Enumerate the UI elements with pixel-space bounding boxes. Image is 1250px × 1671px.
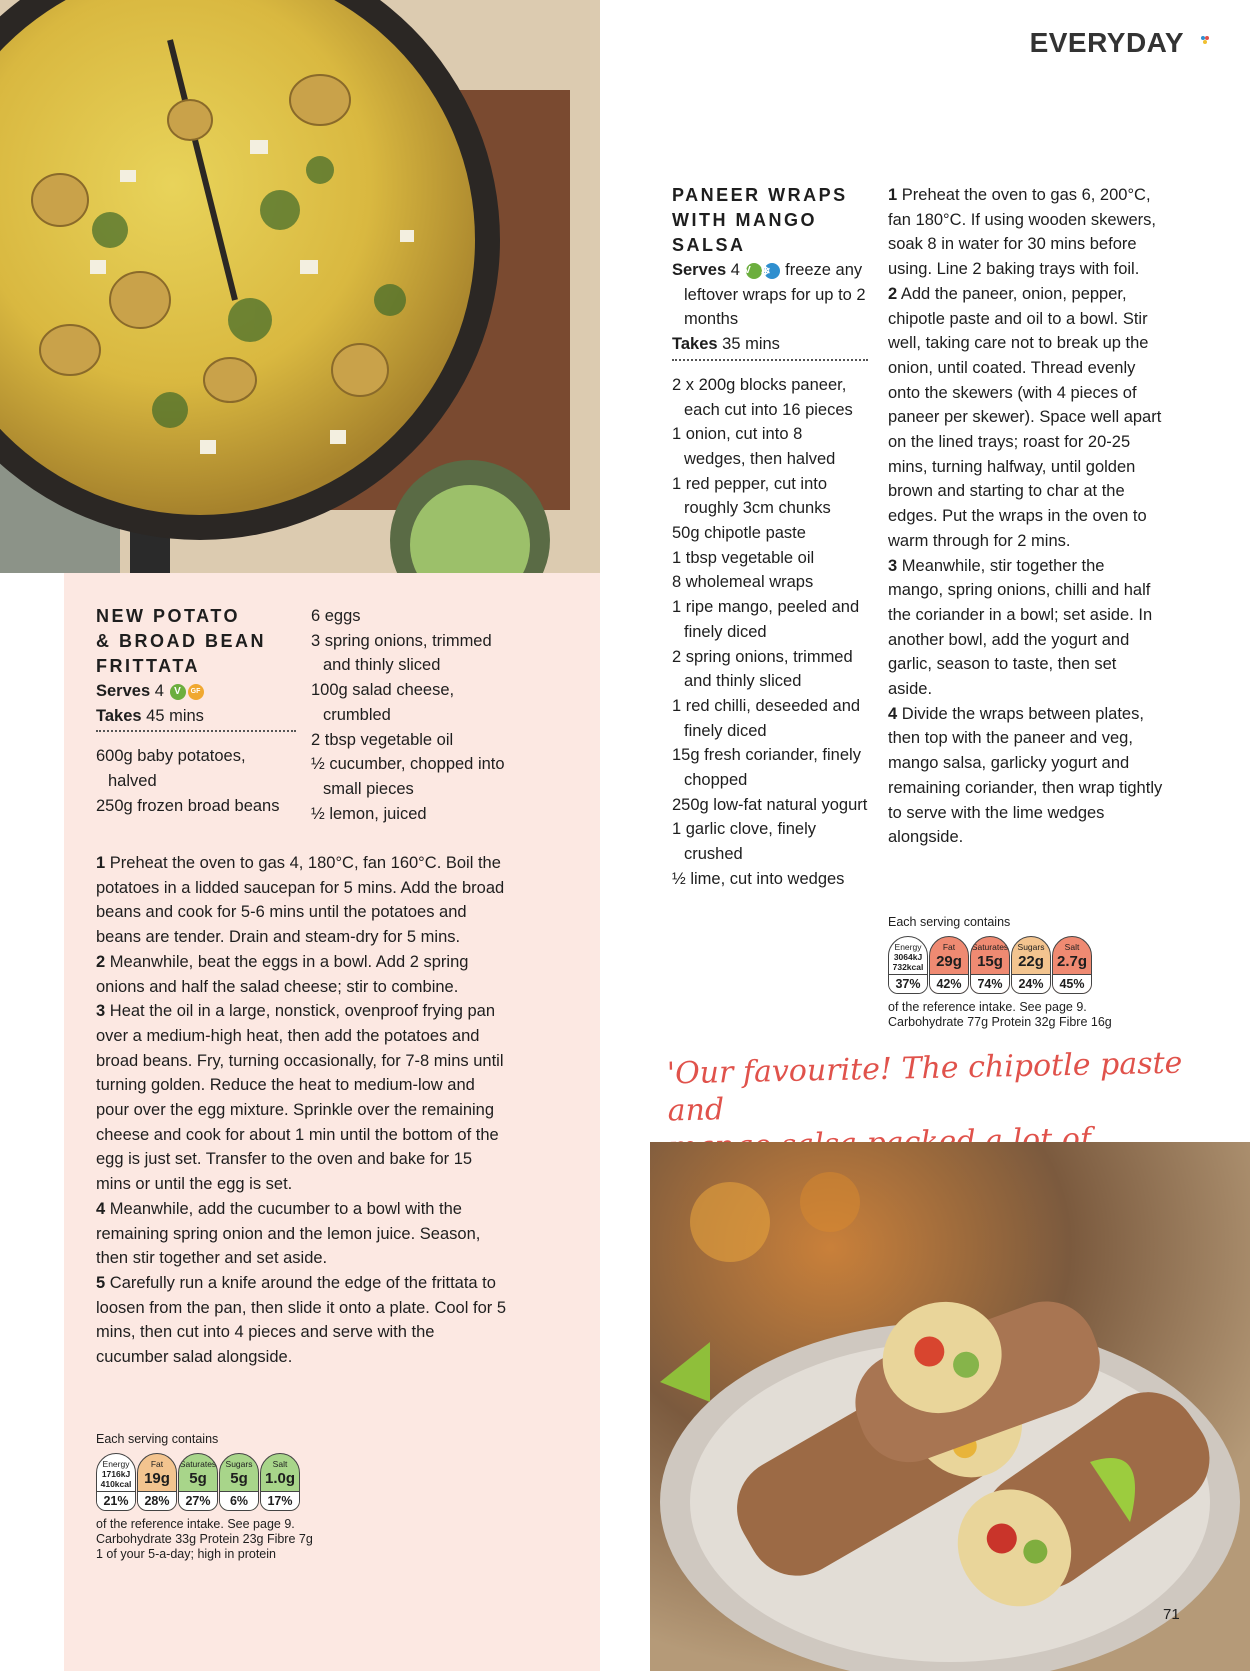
takes-value: 35 mins (722, 335, 780, 354)
ingredient-item: 1 garlic clove, finely crushed (672, 820, 816, 864)
nutrient-label: Fat (942, 942, 956, 952)
ingredient-item: ½ cucumber, chopped into small pieces (311, 755, 505, 798)
nutrient-value: 5g (189, 1470, 207, 1487)
ingredient-item: 1 red pepper, cut into roughly 3cm chunks (672, 474, 831, 518)
step-text: Preheat the oven to gas 4, 180°C, fan 160°C. Boil the potatoes in a lidded saucepan for 5 mins. Add the broad beans and cook for 5-6 mins until the potatoes and beans are tender. Drain and steam-dry for 5 mins. (96, 854, 505, 947)
step-text: Divide the wraps between plates, then top with the paneer and veg, mango salsa, garlicky yogurt and remaining coriander, then wrap tightly to serve with the lime wedges alongside. (888, 704, 1163, 847)
footnote-line: Carbohydrate 33g Protein 23g Fibre 7g (96, 1532, 313, 1546)
serves-value: 4 (154, 682, 164, 700)
nutrition-heading: Each serving contains (96, 1432, 219, 1446)
nutrient-pct: 28% (138, 1491, 176, 1510)
energy-kj: 1716kJ (101, 1469, 131, 1479)
ingredient-item: 8 wholemeal wraps (672, 573, 814, 592)
recipe1-title-line: FRITTATA (96, 656, 200, 676)
method-step (888, 282, 1163, 554)
method-step (96, 1271, 506, 1370)
ingredient-item: 600g baby potatoes, halved (96, 747, 246, 791)
recipe1-serves (96, 679, 296, 704)
step-text: Carefully run a knife around the edge of the frittata to loosen from the pan, then slide it onto a plate. Cool for 5 mins, then cut into 4 pieces and serve with the cucumber salad alongside. (96, 1273, 507, 1367)
recipe1-title-line: & BROAD BEAN (96, 631, 267, 651)
method-step (96, 1197, 506, 1271)
nutrition-fat (137, 1453, 177, 1511)
nutrition-saturates (970, 936, 1010, 994)
nutrition-sugars (1011, 936, 1051, 994)
takes-value: 45 mins (146, 706, 204, 725)
page-number: 71 (1163, 1606, 1180, 1623)
step-text: Heat the oil in a large, nonstick, ovenproof frying pan over a medium-high heat, then add the potatoes and broad beans. Fry, turning occasionally, for 7-8 mins until turning golden. Reduce the heat to medium-low and pour over the egg mixture. Sprinkle over the remaining cheese and cook for about 1 min until the bottom of the egg is just set. Transfer to the oven and bake for 15 mins or until the egg is set. (96, 1002, 504, 1194)
nutrient-label: Energy (894, 942, 922, 952)
footnote-line: of the reference intake. See page 9. (96, 1517, 295, 1531)
ingredient-item: 3 spring onions, trimmed and thinly sliced (311, 631, 492, 675)
nutrient-pct: 6% (220, 1491, 258, 1510)
ingredient-item: 1 onion, cut into 8 wedges, then halved (672, 425, 836, 468)
step-number: 2 (888, 284, 898, 303)
recipe1-method (96, 851, 506, 1370)
recipe2-serves (672, 258, 868, 332)
step-number: 1 (888, 186, 898, 204)
freeze-icon: ❄ (764, 263, 780, 279)
serves-label: Serves (672, 261, 727, 279)
nutrient-value: 22g (1018, 953, 1044, 970)
energy-kj: 3064kJ (893, 952, 923, 962)
quote-line: a lot of (984, 1121, 1092, 1159)
quote-line: 'Our favourite! The chipotle paste and (666, 1045, 1183, 1129)
step-number: 2 (96, 952, 106, 971)
logo-icon (1200, 32, 1210, 42)
recipe1-nutrition (96, 1432, 313, 1562)
step-text: Meanwhile, add the cucumber to a bowl with the remaining spring onion and the lemon juice. Season, then stir together and set aside. (96, 1199, 481, 1268)
vegetarian-icon: V (746, 263, 762, 279)
nutrient-pct: 27% (179, 1491, 217, 1510)
ingredient-item: ½ lime, cut into wedges (672, 869, 845, 888)
nutrition-sugars (219, 1453, 259, 1511)
section-header: EVERYDAY (1029, 27, 1184, 58)
step-text: Meanwhile, stir together the mango, spring onions, chilli and half the coriander in a bowl; set aside. In another bowl, add the yogurt and garlic, season to taste, then set aside. (888, 556, 1153, 699)
recipe2-info (672, 183, 868, 892)
paneer-wraps-photo (650, 1142, 1250, 1671)
recipe1-footnote (96, 1517, 313, 1562)
nutrition-energy (888, 936, 928, 994)
gluten-free-icon: GF (188, 684, 204, 700)
step-text: Meanwhile, beat the eggs in a bowl. Add 2 spring onions and half the salad cheese; stir to combine. (96, 952, 469, 996)
nutrition-salt (1052, 936, 1092, 994)
vegetarian-icon: V (170, 684, 186, 700)
step-number: 3 (96, 1002, 106, 1021)
serves-value: 4 (730, 261, 740, 279)
step-text: Preheat the oven to gas 6, 200°C, fan 180°C. If using wooden skewers, soak 8 in water for 30 mins before using. Line 2 baking trays with foil. (888, 186, 1156, 279)
nutrition-saturates (178, 1453, 218, 1511)
step-number: 3 (888, 556, 898, 575)
ingredient-item: 100g salad cheese, crumbled (311, 681, 455, 724)
ingredient-item: 6 eggs (311, 607, 361, 625)
takes-label: Takes (672, 335, 718, 354)
ingredient-item: 1 ripe mango, peeled and finely diced (672, 598, 860, 641)
nutrient-label: Energy (102, 1459, 130, 1469)
nutrient-pct: 74% (971, 974, 1009, 993)
nutrient-label: Sugars (225, 1459, 253, 1469)
nutrient-pct: 17% (261, 1491, 299, 1510)
serves-note: freeze any leftover wraps for up to 2 months (684, 261, 866, 329)
nutrient-label: Saturates (179, 1459, 217, 1469)
ingredient-item: 2 tbsp vegetable oil (311, 730, 454, 749)
recipe2-title-line: WITH MANGO (672, 210, 817, 230)
footnote-line: 1 of your 5-a-day; high in protein (96, 1547, 276, 1561)
nutrition-fat (929, 936, 969, 994)
nutrient-value: 15g (977, 953, 1003, 970)
recipe2-title-line: SALSA (672, 235, 746, 255)
nutrient-value: 19g (144, 1470, 170, 1487)
ingredient-item: 2 spring onions, trimmed and thinly sliced (672, 647, 853, 691)
method-step (888, 702, 1163, 850)
nutrient-value: 2.7g (1056, 953, 1087, 970)
nutrition-heading: Each serving contains (888, 915, 1011, 929)
nutrient-label: Saturates (971, 942, 1009, 952)
recipe2-footnote (888, 1000, 1112, 1030)
recipe2-title-line: PANEER WRAPS (672, 185, 848, 205)
ingredient-item: 50g chipotle paste (672, 524, 806, 543)
nutrient-label: Salt (272, 1459, 288, 1469)
nutrition-energy (96, 1453, 136, 1511)
step-number: 5 (96, 1273, 106, 1292)
nutrient-pct: 21% (97, 1491, 135, 1510)
method-step (96, 950, 506, 999)
ingredient-item: ½ lemon, juiced (311, 804, 427, 823)
energy-kcal: 410kcal (100, 1479, 132, 1489)
nutrient-pct: 45% (1053, 974, 1091, 993)
nutrient-pct: 37% (889, 974, 927, 993)
method-step (888, 554, 1163, 702)
step-number: 4 (888, 704, 898, 723)
recipe1-takes (96, 704, 296, 733)
nutrient-label: Salt (1064, 942, 1080, 952)
step-text: Add the paneer, onion, pepper, chipotle paste and oil to a bowl. Stir well, taking care not to break up the onion, until coated. Thread evenly onto the skewers (with 4 pieces of paneer per skewer). Space well apart on the lined trays; roast for 20-25 mins, turning halfway, until golden brown and starting to char at the edges. Put the wraps in the oven to warm through for 2 mins. (888, 284, 1162, 550)
nutrient-pct: 24% (1012, 974, 1050, 993)
nutrient-label: Sugars (1017, 942, 1045, 952)
ingredient-item: 15g fresh coriander, finely chopped (672, 746, 861, 790)
footnote-line: Carbohydrate 77g Protein 32g Fibre 16g (888, 1015, 1112, 1029)
ingredient-item: 1 tbsp vegetable oil (672, 548, 815, 567)
nutrition-label (888, 936, 1112, 994)
takes-label: Takes (96, 706, 142, 725)
recipe1-title (96, 604, 296, 679)
frittata-photo (0, 0, 600, 573)
method-step (96, 999, 506, 1197)
recipe1-ingredients-col1 (96, 744, 296, 818)
ingredient-item: 250g low-fat natural yogurt (672, 795, 868, 814)
ingredient-item: 1 red chilli, deseeded and finely diced (672, 696, 861, 740)
recipe2-ingredients (672, 373, 868, 892)
recipe1-info (96, 604, 296, 819)
method-step (96, 851, 506, 950)
step-number: 1 (96, 854, 106, 872)
footnote-line: of the reference intake. See page 9. (888, 1000, 1087, 1014)
step-number: 4 (96, 1199, 106, 1218)
nutrient-pct: 42% (930, 974, 968, 993)
serves-label: Serves (96, 682, 151, 700)
nutrient-value: 5g (230, 1470, 248, 1487)
nutrition-salt (260, 1453, 300, 1511)
energy-kcal: 732kcal (892, 962, 924, 972)
recipe2-nutrition (888, 915, 1112, 1030)
ingredient-item: 250g frozen broad beans (96, 796, 280, 815)
recipe1-title-line: NEW POTATO (96, 606, 240, 626)
nutrient-value: 29g (936, 953, 962, 970)
recipe2-title (672, 183, 868, 258)
nutrition-label (96, 1453, 313, 1511)
nutrient-value: 1.0g (264, 1470, 295, 1487)
recipe1-ingredients-col2 (311, 604, 521, 826)
method-step (888, 183, 1163, 282)
nutrient-label: Fat (150, 1459, 164, 1469)
recipe2-method (888, 183, 1163, 850)
ingredient-item: 2 x 200g blocks paneer, each cut into 16 pieces (672, 375, 853, 419)
recipe2-takes (672, 332, 868, 361)
